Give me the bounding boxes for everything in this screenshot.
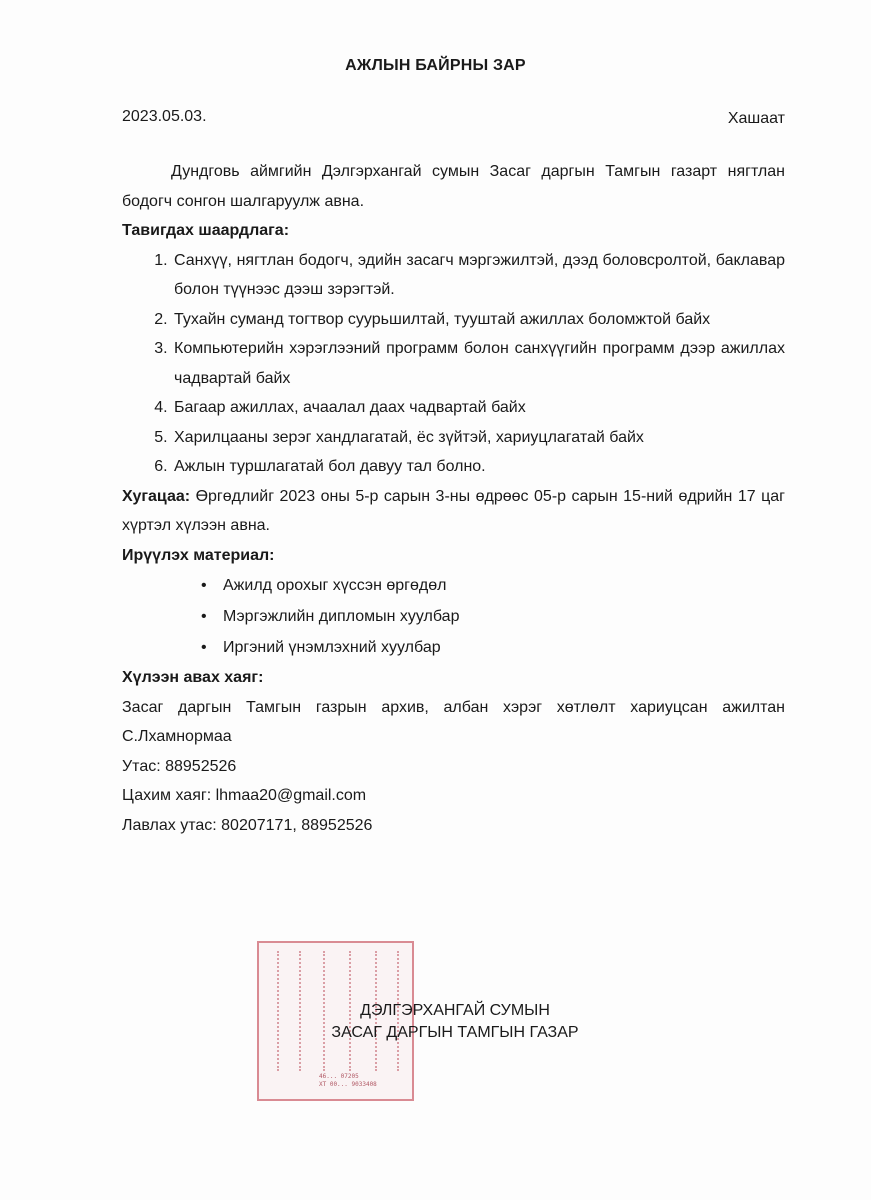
bullet-icon: • [201, 608, 207, 625]
stamp-number: 46... 07205 [319, 1073, 359, 1080]
stamp-number: ХТ 00... 9033408 [319, 1081, 377, 1088]
bullet-icon: • [201, 639, 207, 656]
material-text: Ажилд орохыг хүссэн өргөдөл [223, 577, 447, 594]
address-heading: Хүлээн авах хаяг: [122, 669, 264, 686]
requirements-list [122, 246, 785, 482]
document-place: Хашаат [727, 110, 785, 127]
material-text: Мэргэжлийн дипломын хуулбар [223, 608, 460, 625]
document-body [122, 157, 785, 840]
deadline-text: Өргөдлийг 2023 оны 5-р сарын 3-ны өдрөөс 05-р сарын 15-ний өдрийн 17 цаг хүртэл хүлээн авна. [122, 487, 785, 534]
requirement-item: 3. Компьютерийн хэрэглээний программ болон санхүүгийн программ дээр ажиллах чадвартай байх [172, 334, 785, 393]
materials-heading: Ирүүлэх материал: [122, 546, 275, 564]
deadline-label: Хугацаа: [122, 487, 191, 505]
document-date: 2023.05.03. [122, 108, 207, 125]
material-item [201, 601, 785, 632]
address-text: Засаг даргын Тамгын газрын архив, албан хэрэг хөтлөлт хариуцсан ажилтан С.Лхамнормаа [122, 698, 785, 745]
requirement-item: 5. Харилцааны зерэг хандлагатай, ёс зүйтэй, хариуцлагатай байх [172, 423, 785, 453]
material-item [201, 632, 785, 663]
org-line-2: ЗАСАГ ДАРГЫН ТАМГЫН ГАЗАР [331, 1024, 579, 1041]
organization-name [300, 1000, 610, 1044]
stamp-numbers [319, 1073, 377, 1089]
document-title: АЖЛЫН БАЙРНЫ ЗАР [345, 57, 526, 74]
material-item [201, 570, 785, 601]
requirements-heading: Тавигдах шаардлага: [122, 222, 290, 239]
requirement-item: 1. Санхүү, нягтлан бодогч, эдийн засагч мэргэжилтэй, дээд боловсролтой, баклавар болон түүнээс дээш зэрэгтэй. [172, 246, 785, 305]
bullet-icon: • [201, 577, 207, 594]
email-line: Цахим хаяг: lhmaa20@gmail.com [122, 787, 367, 804]
org-line-1: ДЭЛГЭРХАНГАЙ СУМЫН [360, 1002, 550, 1019]
requirement-item: 4. Багаар ажиллах, ачаалал даах чадвартай байх [172, 393, 785, 423]
requirement-item: 6. Ажлын туршлагатай бол давуу тал болно. [172, 452, 785, 482]
requirement-item: 2. Тухайн суманд тогтвор суурьшилтай, тууштай ажиллах боломжтой байх [172, 305, 785, 335]
intro-paragraph: Дундговь аймгийн Дэлгэрхангай сумын Засаг даргын Тамгын газарт нягтлан бодогч сонгон шалгаруулж авна. [122, 163, 785, 210]
deadline-paragraph [122, 482, 785, 541]
phone-line: Утас: 88952526 [122, 757, 237, 775]
materials-list [122, 570, 785, 663]
material-text: Иргэний үнэмлэхний хуулбар [223, 639, 441, 656]
reference-phone-line: Лавлах утас: 80207171, 88952526 [122, 816, 373, 834]
